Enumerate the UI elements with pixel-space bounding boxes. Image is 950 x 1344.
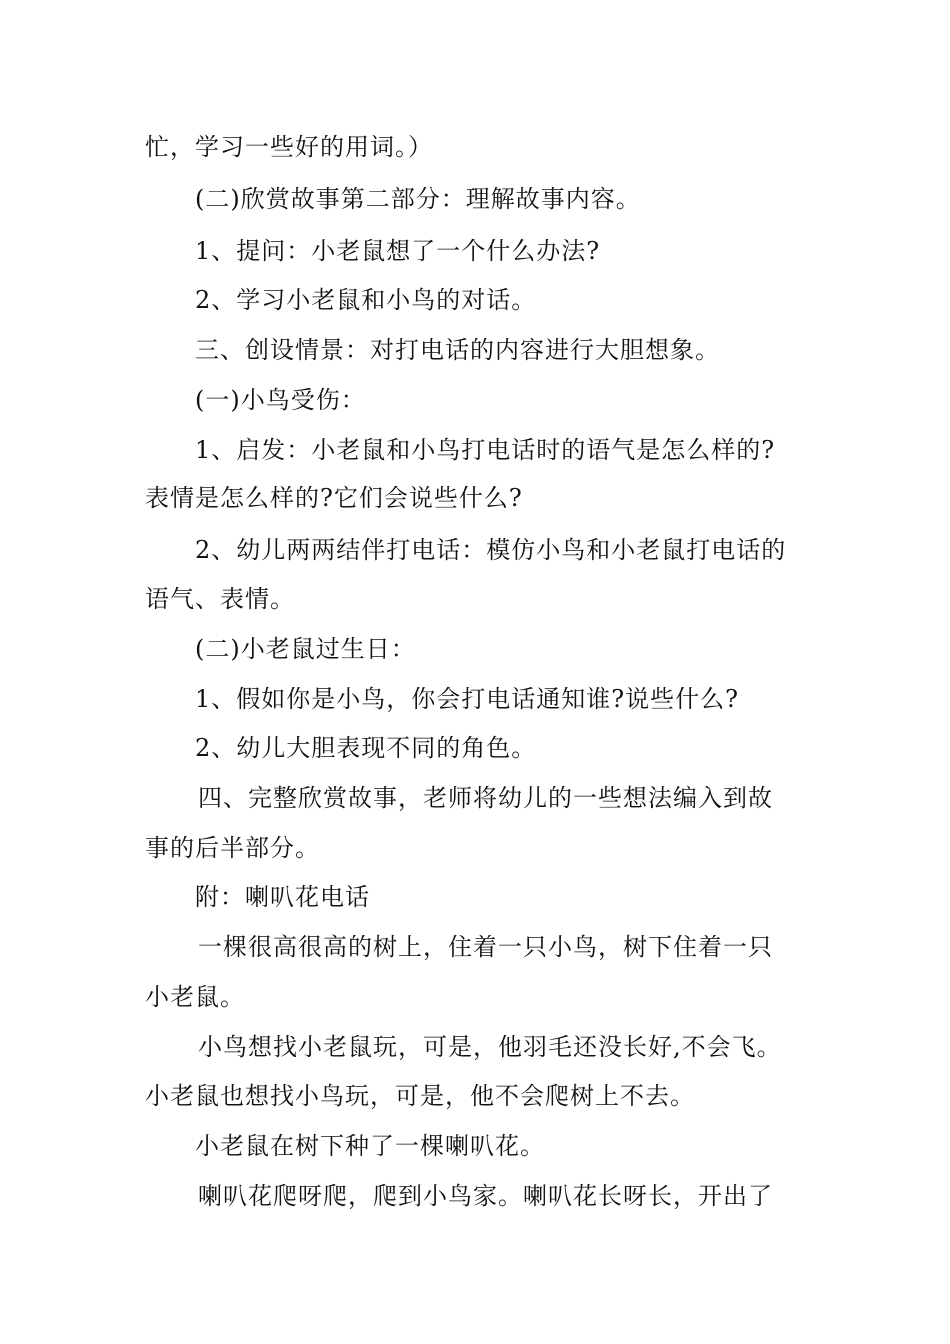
list-item: 2、幼儿大胆表现不同的角色。 <box>195 734 537 762</box>
text-line: 事的后半部分。 <box>145 834 320 862</box>
story-paragraph: 小老鼠在树下种了一棵喇叭花。 <box>195 1132 545 1160</box>
appendix-title: 附：喇叭花电话 <box>195 883 370 911</box>
text-line: 小老鼠。 <box>145 983 245 1011</box>
section-heading: (一)小鸟受伤： <box>195 386 366 414</box>
story-paragraph: 一棵很高很高的树上，住着一只小鸟，树下住着一只 <box>198 933 773 961</box>
story-paragraph: 小鸟想找小老鼠玩，可是，他羽毛还没长好,不会飞。 <box>198 1033 782 1061</box>
section-heading: 三、创设情景：对打电话的内容进行大胆想象。 <box>195 336 720 364</box>
list-item: 2、幼儿两两结伴打电话：模仿小鸟和小老鼠打电话的 <box>195 536 787 564</box>
list-item: 1、启发：小老鼠和小鸟打电话时的语气是怎么样的? <box>195 436 776 464</box>
text-line: 语气、表情。 <box>145 585 295 613</box>
list-item: 1、假如你是小鸟，你会打电话通知谁?说些什么? <box>195 685 740 713</box>
section-heading: (二)小老鼠过生日： <box>195 635 416 663</box>
section-heading: (二)欣赏故事第二部分：理解故事内容。 <box>195 185 641 213</box>
list-item: 1、提问：小老鼠想了一个什么办法? <box>195 237 601 265</box>
list-item: 2、学习小老鼠和小鸟的对话。 <box>195 286 537 314</box>
text-line: 忙，学习一些好的用词。） <box>145 133 433 161</box>
text-line: 表情是怎么样的?它们会说些什么? <box>145 484 523 512</box>
text-line: 小老鼠也想找小鸟玩，可是，他不会爬树上不去。 <box>145 1082 695 1110</box>
section-heading: 四、完整欣赏故事，老师将幼儿的一些想法编入到故 <box>198 784 773 812</box>
story-paragraph: 喇叭花爬呀爬，爬到小鸟家。喇叭花长呀长，开出了 <box>198 1182 773 1210</box>
